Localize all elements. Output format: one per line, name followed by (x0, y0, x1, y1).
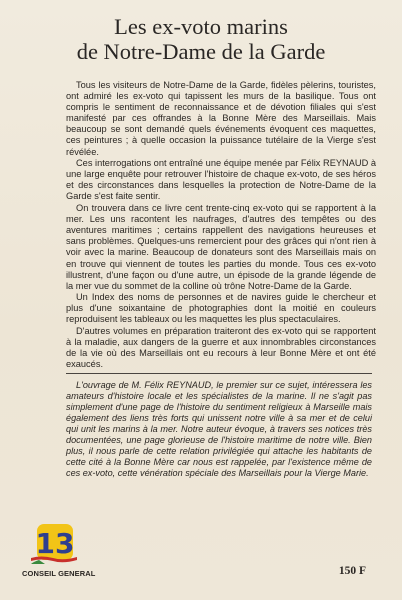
blurb-paragraph: On trouvera dans ce livre cent trente-cinq ex-voto qui se rapportent à la mer. Les uns racontent les naufrages, d'autres des tempêtes ou des aventures maritimes ; certains rappellent des navigations heureuses et sans problèmes. Quelques-uns remercient pour des grâces qui n'ont rien à voir avec la marine. Beaucoup de donateurs sont des Marseillais mais on en trouve qui viennent de toutes les parties du monde. Tous ces ex-voto illustrent, d'une façon ou d'une autre, un épisode de la grande légende de la mer vue du sommet de la colline où trône Notre-Dame de la Garde. (66, 203, 376, 291)
section-divider (66, 373, 372, 374)
price-label: 150 F (338, 565, 366, 577)
conseil-general-logo (31, 522, 79, 564)
blurb-text (66, 80, 376, 370)
logo-caption: CONSEIL GENERAL (22, 569, 96, 578)
book-title (20, 14, 382, 64)
logo-green-wave (31, 560, 45, 564)
blurb-paragraph: Un Index des noms de personnes et de navires guide le chercheur et plus d'une soixantaine de photographies dont la moitié en couleurs reproduisent les tableaux ou les maquettes les plus spectaculaires. (66, 292, 376, 325)
logo-mark: 13 (35, 527, 75, 560)
blurb-paragraph: D'autres volumes en préparation traiteront des ex-voto qui se rapportent à la maladie, aux dangers de la guerre et aux innombrables circonstances de la vie où des Marseillais ont eu recours à leur Bonne Mère et ont été exaucés. (66, 326, 376, 370)
title-line-1: Les ex-voto marins (114, 14, 288, 39)
endorsement-quote: L'ouvrage de M. Félix REYNAUD, le premier sur ce sujet, intéressera les amateurs d'histoire locale et les spécialistes de la marine. Il ne s'agit pas simplement d'une page de l'histoire du sentiment religieux à Marseille mais également des liens très forts qui unissent notre ville à sa mer et de celui qui unit les marins à la mer. Notre auteur évoque, à travers ses notices très documentées, une page glorieuse de l'histoire maritime de notre ville. Bien plus, il nous parle de cette relation privilégiée qui attache les habitants de cette cité à la Bonne Mère car nous est rappelée, par l'existence même de ces ex-voto, cette vénération spéciale des Marseillais pour la Vierge Marie. (66, 380, 372, 478)
blurb-paragraph: Ces interrogations ont entraîné une équipe menée par Félix REYNAUD à une large enquête pour retrouver l'histoire de chaque ex-voto, de ses héros et des circonstances dans lesquelles la protection de Notre-Dame de la Garde s'est faite sentir. (66, 158, 376, 202)
blurb-paragraph: Tous les visiteurs de Notre-Dame de la Garde, fidèles pèlerins, touristes, ont admiré les ex-voto qui tapissent les murs de la basilique. Tous ont compris le sentiment de reconnaissance et de dévotion filiales qui s'est manifesté par ces offrandes à la Bonne Mère des Marseillais. Mais beaucoup se sont demandé quels événements évoquent ces maquettes, ces peintures ; à quelle occasion la puissance tutélaire de la Vierge s'est révélée. (66, 80, 376, 157)
title-line-2: de Notre-Dame de la Garde (76, 39, 326, 64)
